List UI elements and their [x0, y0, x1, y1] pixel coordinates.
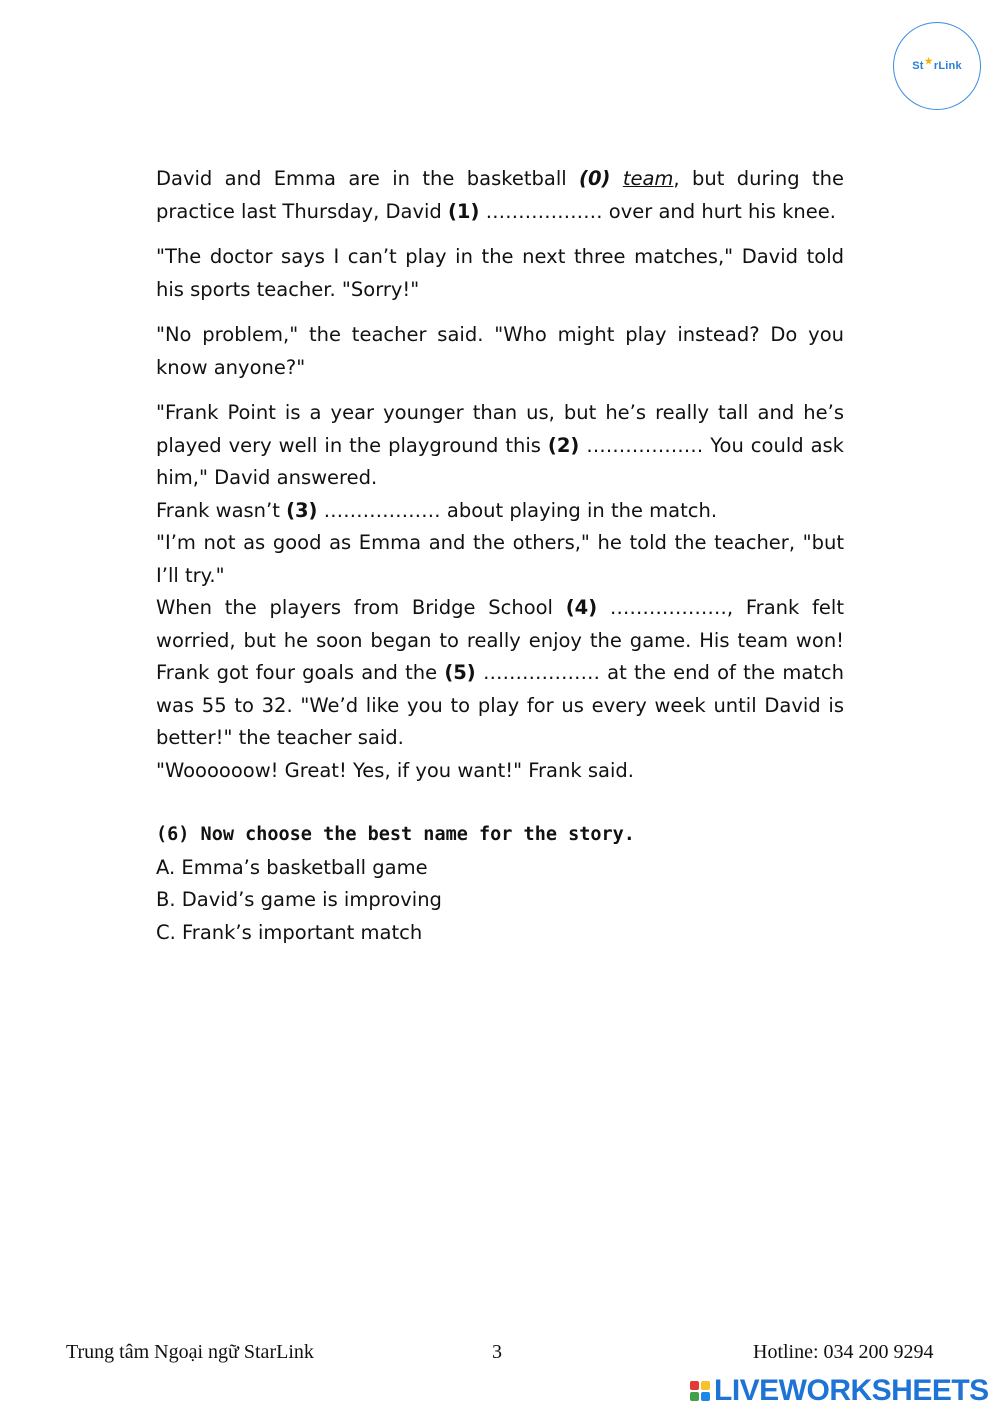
paragraph-3: "No problem," the teacher said. "Who might play instead? Do you know anyone?": [156, 323, 844, 379]
gap-2-number: (2): [547, 433, 580, 457]
paragraph-6: "I’m not as good as Emma and the others," he told the teacher, "but I’ll try.": [156, 531, 844, 587]
star-icon: ★: [924, 56, 933, 66]
option-b: B. David’s game is improving: [156, 888, 442, 911]
question-6-title: (6) Now choose the best name for the story.: [156, 824, 635, 845]
brand-square-green: [690, 1392, 699, 1401]
paragraph-2: "The doctor says I can’t play in the next three matches," David told his sports teacher. "Sorry!": [156, 245, 844, 301]
page-number: 3: [492, 1341, 502, 1363]
liveworksheets-logo: [690, 1374, 989, 1408]
paragraph-8: "Woooooow! Great! Yes, if you want!" Frank said.: [156, 758, 634, 782]
liveworksheets-wordmark: LIVEWORKSHEETS: [714, 1374, 989, 1407]
gap-5-number: (5): [444, 661, 476, 684]
paragraph-1: David and Emma are in the basketball (0) team, but during the practice last Thursday, David (1) ……………… over and hurt his knee.: [156, 167, 845, 223]
option-c: C. Frank’s important match: [156, 920, 423, 944]
paragraph-4: "Frank Point is a year younger than us, but he’s really tall and he’s played very well in the playground this (2) ……………… You could ask him," David answered.: [156, 401, 844, 489]
paragraph-5: Frank wasn’t (3) ……………… about playing in the match.: [156, 498, 718, 522]
option-a: A. Emma’s basketball game: [156, 855, 428, 879]
brand-square-red: [690, 1381, 699, 1390]
gap-4-number: (4): [565, 596, 598, 619]
gap-3-number: (3): [286, 498, 318, 522]
logo-text: St★rLink: [912, 56, 962, 72]
brand-square-yellow: [701, 1381, 710, 1390]
paragraph-7: When the players from Bridge School (4) ………………, Frank felt worried, but he soon began to really enjoy the game. His team won! Frank got four goals and the (5) ……………… at the end of the match was 55 to 32. "We’d like you to play for us every week until David is better!" the teacher said.: [156, 596, 844, 749]
footer-hotline: Hotline: 034 200 9294: [753, 1341, 934, 1363]
gap-1-number: (1): [448, 199, 480, 223]
gap-0-number: (0): [579, 167, 611, 190]
footer-center-name: Trung tâm Ngoại ngữ StarLink: [66, 1341, 314, 1363]
liveworksheets-icon: [690, 1381, 710, 1401]
story-text: [156, 163, 844, 949]
example-answer: team: [622, 167, 674, 190]
starlink-logo: [893, 22, 981, 110]
brand-square-blue: [701, 1392, 710, 1401]
